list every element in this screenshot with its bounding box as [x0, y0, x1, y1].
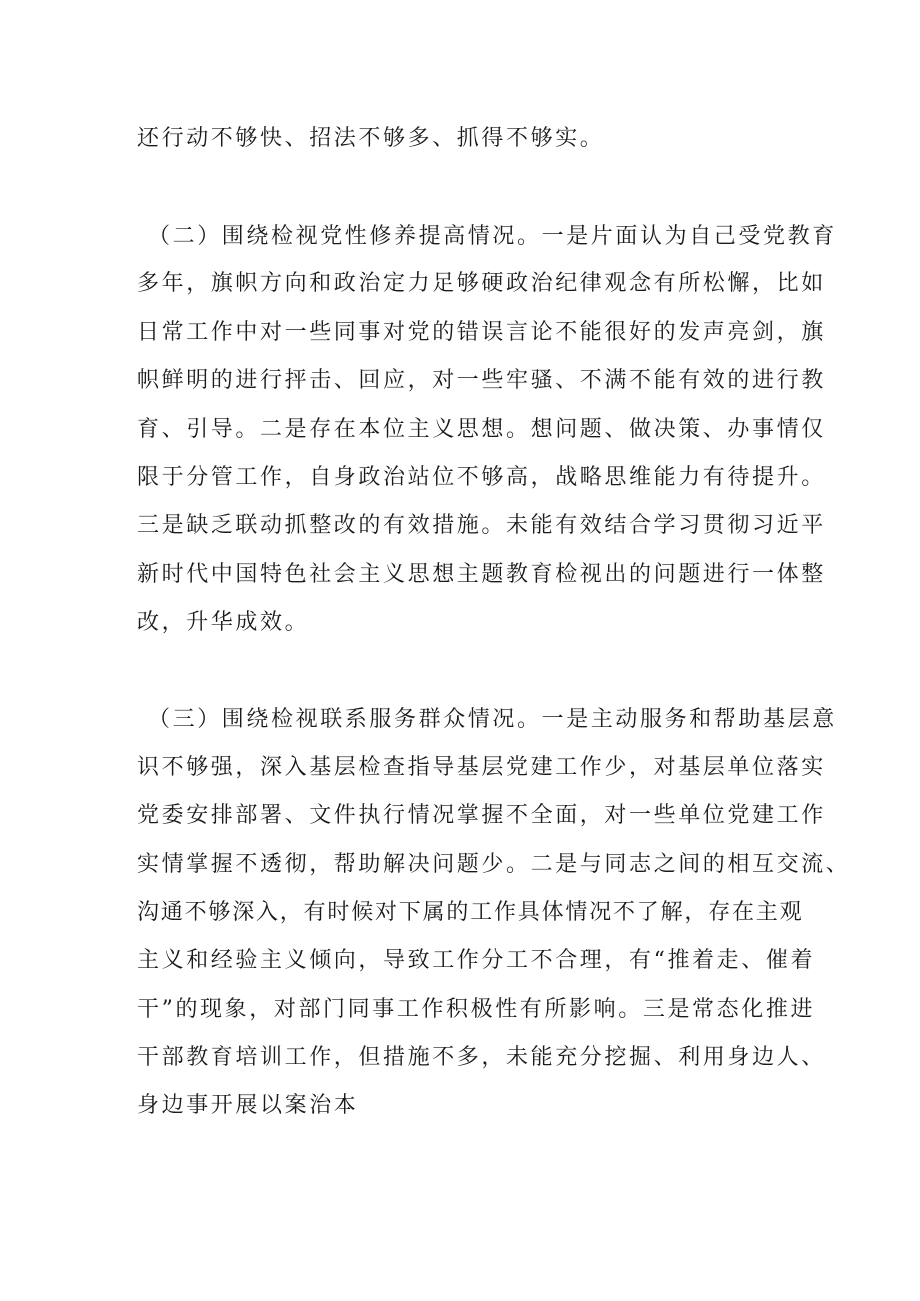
- paragraph-2-line-7: 三是缺乏联动抓整改的有效措施。未能有效结合学习贯彻习近平: [137, 513, 826, 538]
- paragraph-3-line-3: 党委安排部署、文件执行情况掌握不全面，对一些单位党建工作: [137, 803, 826, 828]
- paragraph-3-line-1: （三）围绕检视联系服务群众情况。一是主动服务和帮助基层意: [148, 707, 837, 732]
- paragraph-3-line-6: 主义和经验主义倾向，导致工作分工不合理，有“推着走、催着: [137, 948, 816, 973]
- paragraph-3-line-4: 实情掌握不透彻，帮助解决问题少。二是与同志之间的相互交流、: [137, 852, 851, 877]
- paragraph-2-line-4: 帜鲜明的进行抨击、回应，对一些牢骚、不满不能有效的进行教: [137, 368, 826, 393]
- paragraph-3-line-9: 身边事开展以案治本: [137, 1093, 359, 1118]
- paragraph-2-line-9: 改，升华成效。: [137, 610, 310, 635]
- paragraph-3-line-5: 沟通不够深入，有时候对下属的工作具体情况不了解，存在主观: [137, 900, 804, 925]
- paragraph-2-line-8: 新时代中国特色社会主义思想主题教育检视出的问题进行一体整: [137, 562, 826, 587]
- paragraph-2-line-1: （二）围绕检视党性修养提高情况。一是片面认为自己受党教育: [148, 224, 837, 249]
- paragraph-2-line-2: 多年，旗帜方向和政治定力足够硬政治纪律观念有所松懈，比如: [137, 271, 826, 296]
- paragraph-1-line-1: 还行动不够快、招法不够多、抓得不够实。: [137, 126, 605, 151]
- paragraph-2-line-6: 限于分管工作，自身政治站位不够高，战略思维能力有待提升。: [137, 465, 826, 490]
- paragraph-3-line-7: 干”的现象，对部门同事工作积极性有所影响。三是常态化推进: [137, 997, 816, 1022]
- paragraph-2-line-5: 育、引导。二是存在本位主义思想。想问题、做决策、办事情仅: [137, 417, 826, 442]
- paragraph-3-line-2: 识不够强，深入基层检查指导基层党建工作少，对基层单位落实: [137, 755, 826, 780]
- paragraph-2-line-3: 日常工作中对一些同事对党的错误言论不能很好的发声亮剑，旗: [137, 320, 826, 345]
- paragraph-3-line-8: 干部教育培训工作，但措施不多，未能充分挖掘、利用身边人、: [137, 1045, 826, 1070]
